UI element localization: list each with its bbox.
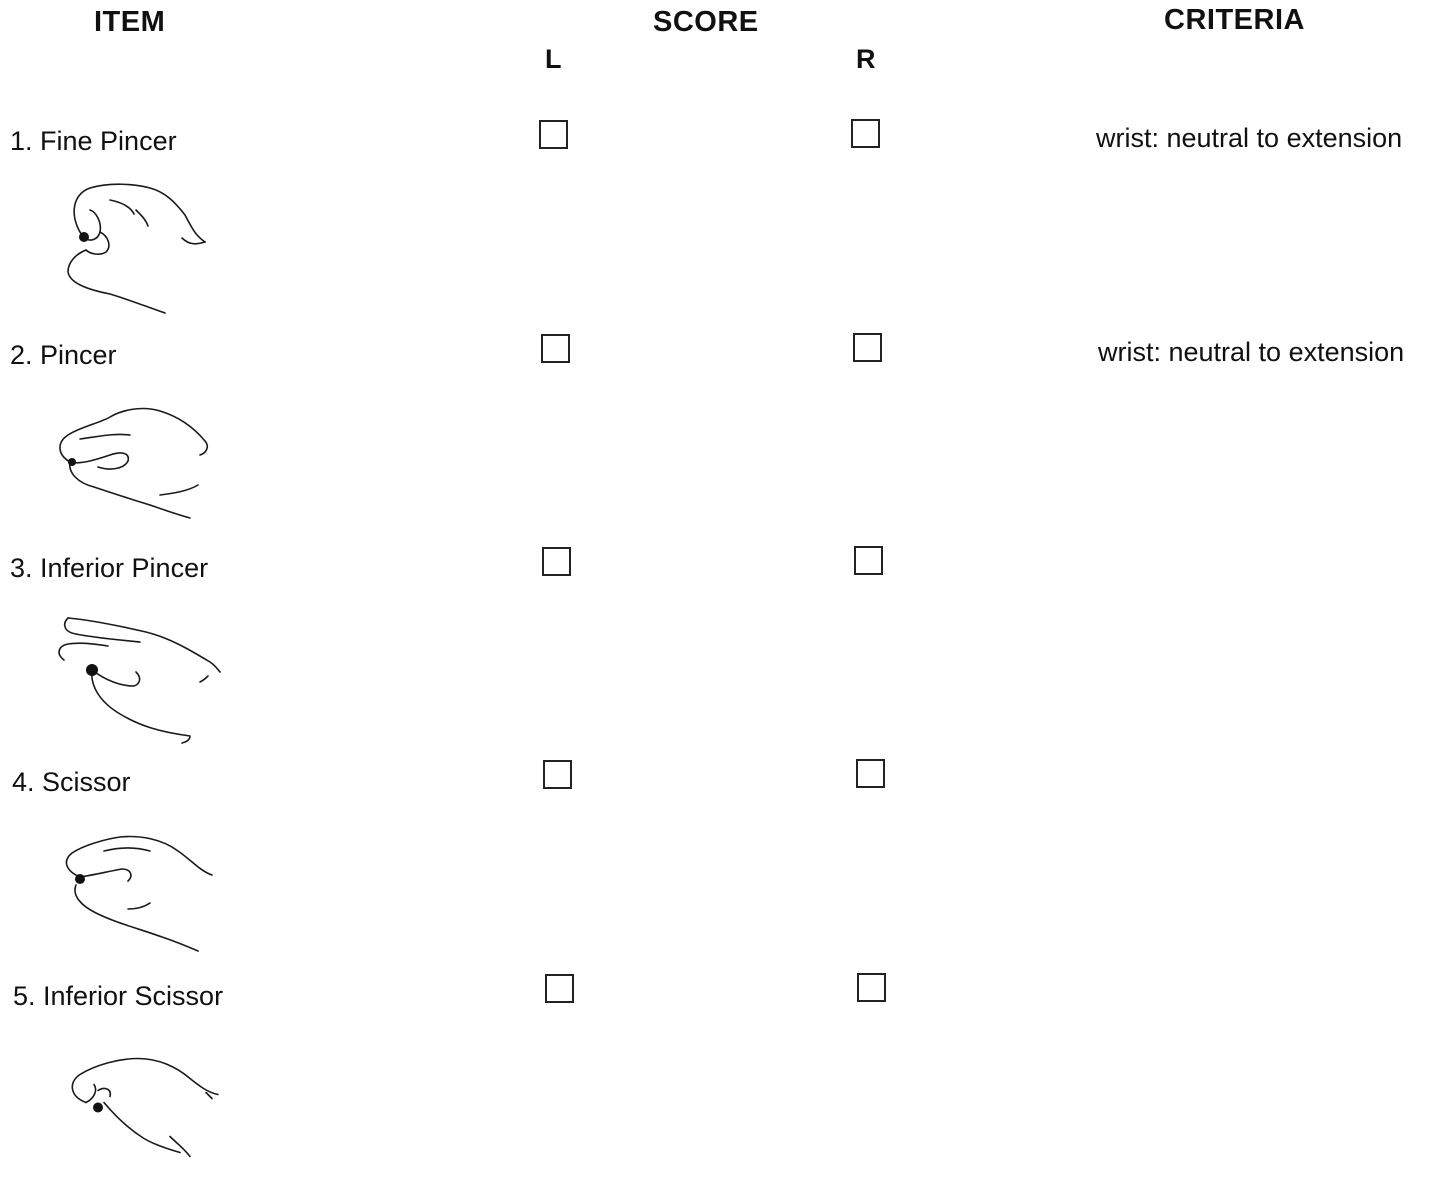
item-label: 5. Inferior Scissor bbox=[13, 981, 224, 1011]
scissor-hand-icon bbox=[50, 825, 220, 960]
fine-pincer-hand-icon bbox=[50, 180, 220, 315]
item-label: 1. Fine Pincer bbox=[10, 126, 177, 156]
score-column-header: SCORE bbox=[653, 6, 759, 38]
inferior-pincer-hand-icon bbox=[50, 610, 220, 745]
score-left-checkbox[interactable] bbox=[545, 974, 574, 1003]
score-left-header: L bbox=[545, 44, 562, 74]
pincer-hand-icon bbox=[50, 395, 220, 530]
criteria-text: wrist: neutral to extension bbox=[1098, 337, 1405, 367]
score-right-checkbox[interactable] bbox=[857, 973, 886, 1002]
score-left-checkbox[interactable] bbox=[542, 547, 571, 576]
criteria-column-header: CRITERIA bbox=[1164, 4, 1305, 36]
item-label: 4. Scissor bbox=[12, 767, 131, 797]
score-right-checkbox[interactable] bbox=[854, 546, 883, 575]
score-left-checkbox[interactable] bbox=[543, 760, 572, 789]
inferior-scissor-hand-icon bbox=[58, 1040, 228, 1175]
score-left-checkbox[interactable] bbox=[541, 334, 570, 363]
score-right-checkbox[interactable] bbox=[851, 119, 880, 148]
score-left-checkbox[interactable] bbox=[539, 120, 568, 149]
item-label: 2. Pincer bbox=[10, 340, 117, 370]
score-right-header: R bbox=[856, 44, 876, 74]
criteria-text: wrist: neutral to extension bbox=[1096, 123, 1403, 153]
score-right-checkbox[interactable] bbox=[853, 333, 882, 362]
item-column-header: ITEM bbox=[94, 6, 166, 38]
item-label: 3. Inferior Pincer bbox=[10, 553, 209, 583]
score-right-checkbox[interactable] bbox=[856, 759, 885, 788]
